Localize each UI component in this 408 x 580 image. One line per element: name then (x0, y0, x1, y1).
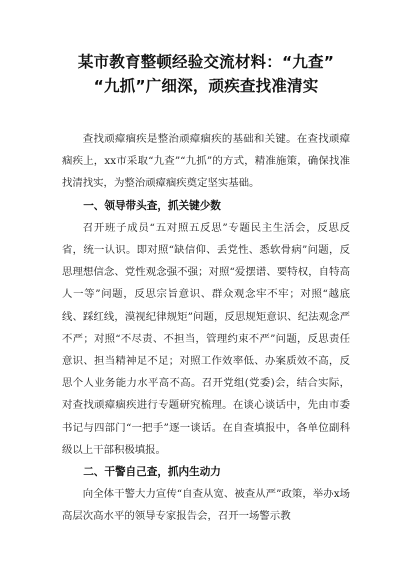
title-line-2: “九抓”广细深，顽疾查找准清实 (93, 77, 319, 95)
section-2-paragraph: 向全体干警大力宣传“自查从宽、被查从严”政策，举办x场高层次高水平的领导专家报告会，召开一场警示教 (62, 488, 350, 523)
title-line-1: 某市教育整顿经验交流材料：“九查” (77, 53, 335, 71)
section-2-heading: 二、干警自己查，抓内生动力 (83, 466, 221, 479)
intro-paragraph: 查找顽瘴痼疾是整治顽瘴痼疾的基础和关键。在查找顽瘴痼疾上，xx市采取“九查”“九抓”的方式，精准施策，确保找准找清找实，为整治顽瘴痼疾奠定坚实基础。 (62, 133, 350, 190)
section-1-heading: 一、领导带头查，抓关键少数 (83, 199, 221, 212)
document-title (62, 50, 350, 98)
section-1-paragraph: 召开班子成员“五对照五反思”专题民主生活会，反思反省，统一认识。即对照“缺信仰、丢党性、悉软骨病”问题，反思理想信念、党性观念强不强；对照“爱摆谱、要特权，自特高人一等”问题，反思宗旨意识、群众观念牢不牢；对照“越底线、踩红线，漠视纪律规矩”问题，反思规矩意识、纪法观念严不严；对照“不尽责、不担当，管理约束不严”问题，反思责任意识、担当精神足不足；对照工作效率低、办案质效不高，反思个人业务能力水平高不高。召开党组(党委)会，结合实际，对查找顽瘴痼疾进行专题研究梳理。在谈心谈话中，先由市委书记与四部门“一把手”逐一谈话。在自查填报中，各单位副科级以上干部积极填报。 (62, 221, 350, 456)
